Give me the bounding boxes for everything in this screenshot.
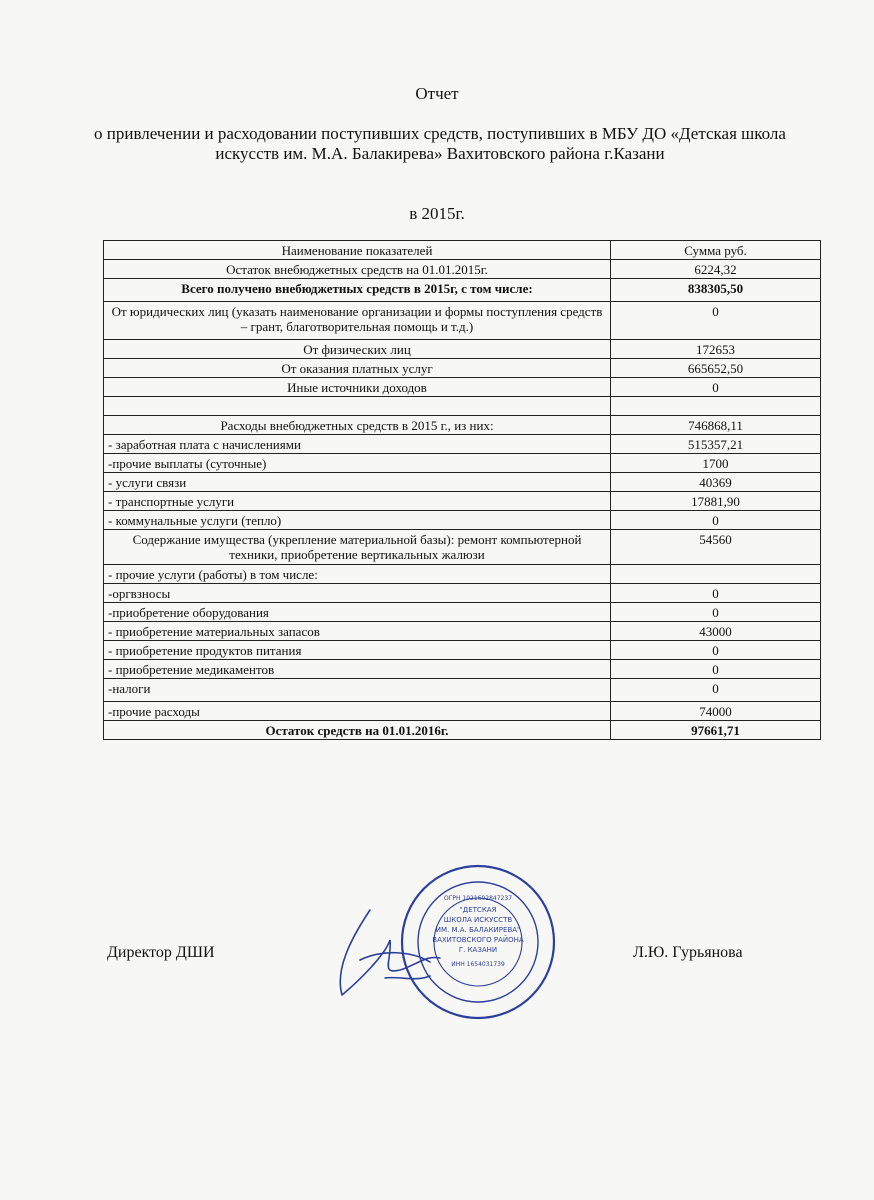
row-label: - приобретение медикаментов — [104, 660, 611, 679]
row-value: 74000 — [611, 702, 821, 721]
row-value — [611, 565, 821, 584]
row-label: - приобретение материальных запасов — [104, 622, 611, 641]
table-row — [104, 416, 821, 435]
row-value: 172653 — [611, 340, 821, 359]
row-value: 6224,32 — [611, 260, 821, 279]
svg-text:ИНН 1654031739: ИНН 1654031739 — [451, 961, 505, 968]
row-value: 0 — [611, 603, 821, 622]
row-value: 0 — [611, 641, 821, 660]
header-value-cell: Сумма руб. — [611, 241, 821, 260]
row-value — [611, 397, 821, 416]
table-row — [104, 679, 821, 702]
row-label: От юридических лиц (указать наименование организации и формы поступления средств – грант, благотворительная помощь и т.д.) — [104, 302, 611, 340]
row-label: От оказания платных услуг — [104, 359, 611, 378]
row-label: - транспортные услуги — [104, 492, 611, 511]
row-label — [104, 397, 611, 416]
row-value: 515357,21 — [611, 435, 821, 454]
row-label: -прочие расходы — [104, 702, 611, 721]
report-table — [103, 240, 821, 740]
row-label: Иные источники доходов — [104, 378, 611, 397]
svg-text:ШКОЛА ИСКУССТВ: ШКОЛА ИСКУССТВ — [443, 916, 513, 924]
table-header-row — [104, 241, 821, 260]
table-row — [104, 702, 821, 721]
svg-text:Г. КАЗАНИ: Г. КАЗАНИ — [458, 946, 498, 954]
row-value: 54560 — [611, 530, 821, 565]
row-label: - услуги связи — [104, 473, 611, 492]
report-title: Отчет — [415, 84, 459, 103]
svg-text:ИМ. М.А. БАЛАКИРЕВА": ИМ. М.А. БАЛАКИРЕВА" — [435, 926, 521, 934]
table-row — [104, 435, 821, 454]
row-value: 17881,90 — [611, 492, 821, 511]
table-row — [104, 721, 821, 740]
table-row — [104, 622, 821, 641]
svg-text:ОГРН 1021602847237: ОГРН 1021602847237 — [443, 895, 513, 902]
row-value: 0 — [611, 302, 821, 340]
signer-position: Директор ДШИ — [107, 944, 215, 961]
row-value: 97661,71 — [611, 721, 821, 740]
row-label: - прочие услуги (работы) в том числе: — [104, 565, 611, 584]
row-value: 40369 — [611, 473, 821, 492]
svg-text:"ДЕТСКАЯ: "ДЕТСКАЯ — [459, 906, 497, 914]
row-label: -прочие выплаты (суточные) — [104, 454, 611, 473]
row-label: Содержание имущества (укрепление материальной базы): ремонт компьютерной техники, приобретение вертикальных жалюзи — [104, 530, 611, 565]
row-value: 0 — [611, 378, 821, 397]
report-subtitle: о привлечении и расходовании поступивших средств, поступивших в МБУ ДО «Детская школа искусств им. М.А. Балакирева» Вахитовского района г.Казани — [94, 124, 786, 163]
table-row — [104, 340, 821, 359]
row-value: 0 — [611, 584, 821, 603]
row-label: От физических лиц — [104, 340, 611, 359]
table-row — [104, 302, 821, 340]
row-label: Расходы внебюджетных средств в 2015 г., из них: — [104, 416, 611, 435]
table-row — [104, 641, 821, 660]
row-value: 746868,11 — [611, 416, 821, 435]
table-row — [104, 473, 821, 492]
row-label: Всего получено внебюджетных средств в 2015г, с том числе: — [104, 279, 611, 302]
row-label: -налоги — [104, 679, 611, 702]
table-row — [104, 584, 821, 603]
table-row — [104, 279, 821, 302]
table-row — [104, 603, 821, 622]
table-row — [104, 511, 821, 530]
table-row — [104, 397, 821, 416]
row-label: Остаток средств на 01.01.2016г. — [104, 721, 611, 740]
table-row — [104, 660, 821, 679]
report-year: в 2015г. — [409, 204, 465, 223]
table-row — [104, 565, 821, 584]
table-row — [104, 378, 821, 397]
row-value: 0 — [611, 679, 821, 702]
row-label: - коммунальные услуги (тепло) — [104, 511, 611, 530]
row-label: -оргвзносы — [104, 584, 611, 603]
row-label: -приобретение оборудования — [104, 603, 611, 622]
row-value: 0 — [611, 660, 821, 679]
row-label: - приобретение продуктов питания — [104, 641, 611, 660]
row-label: - заработная плата с начислениями — [104, 435, 611, 454]
table-row — [104, 260, 821, 279]
signer-name: Л.Ю. Гурьянова — [633, 944, 743, 961]
table-row — [104, 359, 821, 378]
header-name-cell: Наименование показателей — [104, 241, 611, 260]
table-row — [104, 454, 821, 473]
table-row — [104, 530, 821, 565]
table-row — [104, 492, 821, 511]
official-stamp — [398, 860, 558, 1025]
row-value: 838305,50 — [611, 279, 821, 302]
row-value: 43000 — [611, 622, 821, 641]
row-label: Остаток внебюджетных средств на 01.01.2015г. — [104, 260, 611, 279]
row-value: 665652,50 — [611, 359, 821, 378]
row-value: 1700 — [611, 454, 821, 473]
svg-text:ВАХИТОВСКОГО РАЙОНА: ВАХИТОВСКОГО РАЙОНА — [432, 936, 524, 944]
row-value: 0 — [611, 511, 821, 530]
